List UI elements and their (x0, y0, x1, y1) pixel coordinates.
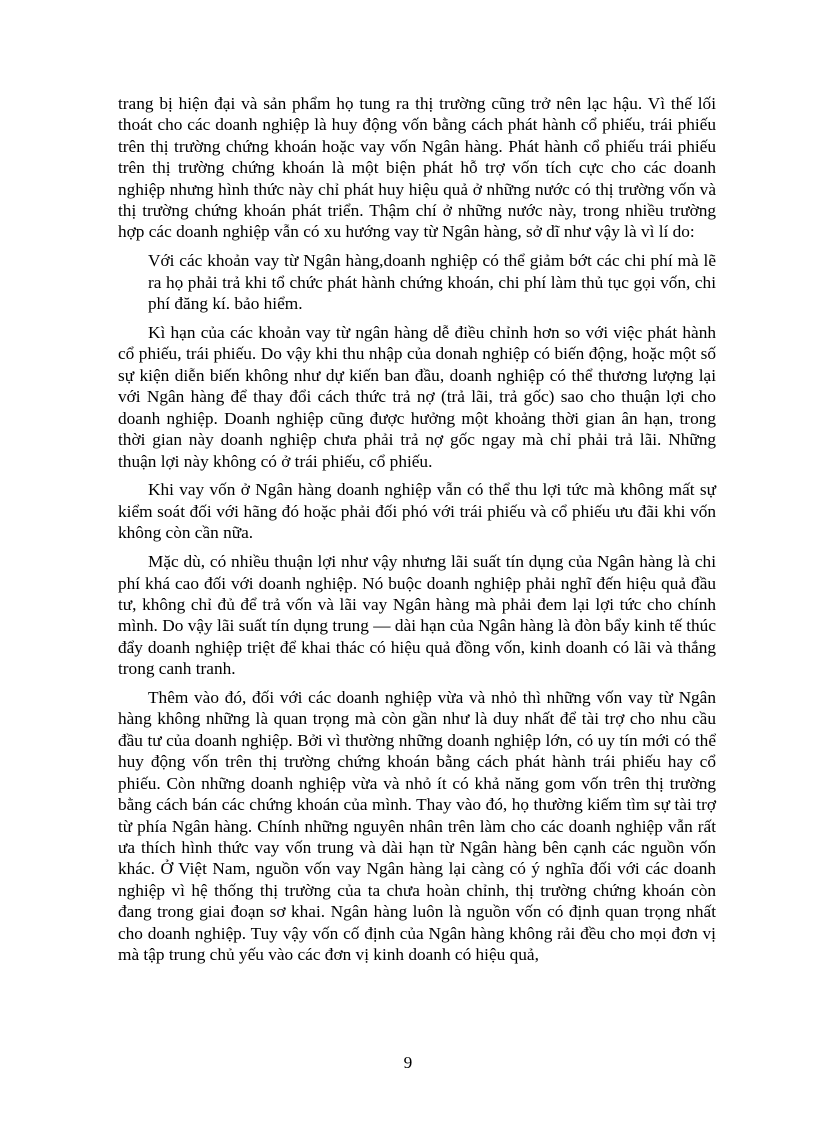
body-text (118, 93, 716, 973)
paragraph-loan-term-flexibility: Kì hạn của các khoản vay từ ngân hàng dễ điều chỉnh hơn so với việc phát hành cổ phiếu, trái phiếu. Do vậy khi thu nhập của donah nghiệp có biến động, hoặc một số sự kiện diễn biến không như dự kiến ban đầu, doanh nghiệp có thể thương lượng lại với Ngân hàng để thay đổi cách thức trả nợ (trả lãi, trả gốc) sao cho thuận lợi cho doanh nghiệp. Doanh nghiệp cũng được hưởng một khoảng thời gian ân hạn, trong thời gian này doanh nghiệp chưa phải trả nợ gốc ngay mà chỉ phải trả lãi. Những thuận lợi này không có ở trái phiếu, cổ phiếu. (118, 323, 716, 471)
paragraph-bank-loan-costs: Với các khoản vay từ Ngân hàng,doanh nghiệp có thể giảm bớt các chi phí mà lẽ ra họ phải trả khi tổ chức phát hành chứng khoán, chi phí làm thủ tục gọi vốn, chi phí đăng kí. bảo hiểm. (148, 251, 716, 314)
paragraph-control-retention: Khi vay vốn ở Ngân hàng doanh nghiệp vẫn có thể thu lợi tức mà không mất sự kiểm soát đối với hãng đó hoặc phải đối phó với trái phiếu và cổ phiếu ưu đãi khi vốn không còn cần nữa. (118, 480, 716, 543)
paragraph-interest-rate-leverage: Mặc dù, có nhiều thuận lợi như vậy nhưng lãi suất tín dụng của Ngân hàng là chi phí khá cao đối với doanh nghiệp. Nó buộc doanh nghiệp phải nghĩ đến hiệu quả đầu tư, không chỉ đủ để trả vốn và lãi vay Ngân hàng mà phải đem lại lợi tức cho chính mình. Do vậy lãi suất tín dụng trung — dài hạn của Ngân hàng là đòn bẩy kinh tế thúc đẩy doanh nghiệp triệt để khai thác có hiệu quả đồng vốn, kinh doanh có lãi và thắng trong canh tranh. (118, 552, 716, 679)
page-number: 9 (403, 1053, 413, 1072)
paragraph-small-medium-enterprises: Thêm vào đó, đối với các doanh nghiệp vừa và nhỏ thì những vốn vay từ Ngân hàng không những là quan trọng mà còn gần như là duy nhất để tài trợ cho nhu cầu đầu tư của doanh nghiệp. Bởi vì thường những doanh nghiệp lớn, có uy tín mới có thể huy động vốn trên thị trường chứng khoán bằng cách phát hành trái phiếu hay cổ phiếu. Còn những doanh nghiệp vừa và nhỏ ít có khả năng gom vốn trên thị trường bằng cách bán các chứng khoán của mình. Thay vào đó, họ thường kiếm tìm sự tài trợ từ phía Ngân hàng. Chính những nguyên nhân trên làm cho các doanh nghiệp vẫn rất ưa thích hình thức vay vốn trung và dài hạn từ Ngân hàng bên cạnh các nguồn vốn khác. Ở Việt Nam, nguồn vốn vay Ngân hàng lại càng có ý nghĩa đối với các doanh nghiệp vì hệ thống thị trường của ta chưa hoàn chỉnh, thị trường chứng khoán còn đang trong giai đoạn sơ khai. Ngân hàng luôn là nguồn vốn có định quan trọng nhất cho doanh nghiệp. Tuy vậy vốn cố định của Ngân hàng không rải đều cho mọi đơn vị mà tập trung chủ yếu vào các đơn vị kinh doanh có hiệu quả, (118, 688, 716, 964)
paragraph-continuation: trang bị hiện đại và sản phẩm họ tung ra thị trường cũng trở nên lạc hậu. Vì thế lối thoát cho các doanh nghiệp là huy động vốn bằng cách phát hành cổ phiếu, trái phiếu trên thị trường chứng khoán hoặc vay vốn Ngân hàng. Phát hành cổ phiếu trái phiếu trên thị trường chứng khoán là một biện phát hỗ trợ vốn tích cực cho các doanh nghiệp nhưng hình thức này chỉ phát huy hiệu quả ở những nước có thị trường vốn và thị trường chứng khoán phát triển. Thậm chí ở những nước này, trong nhiều trường hợp các doanh nghiệp vẫn có xu hướng vay từ Ngân hàng, sở dĩ như vậy là vì lí do: (118, 94, 716, 242)
